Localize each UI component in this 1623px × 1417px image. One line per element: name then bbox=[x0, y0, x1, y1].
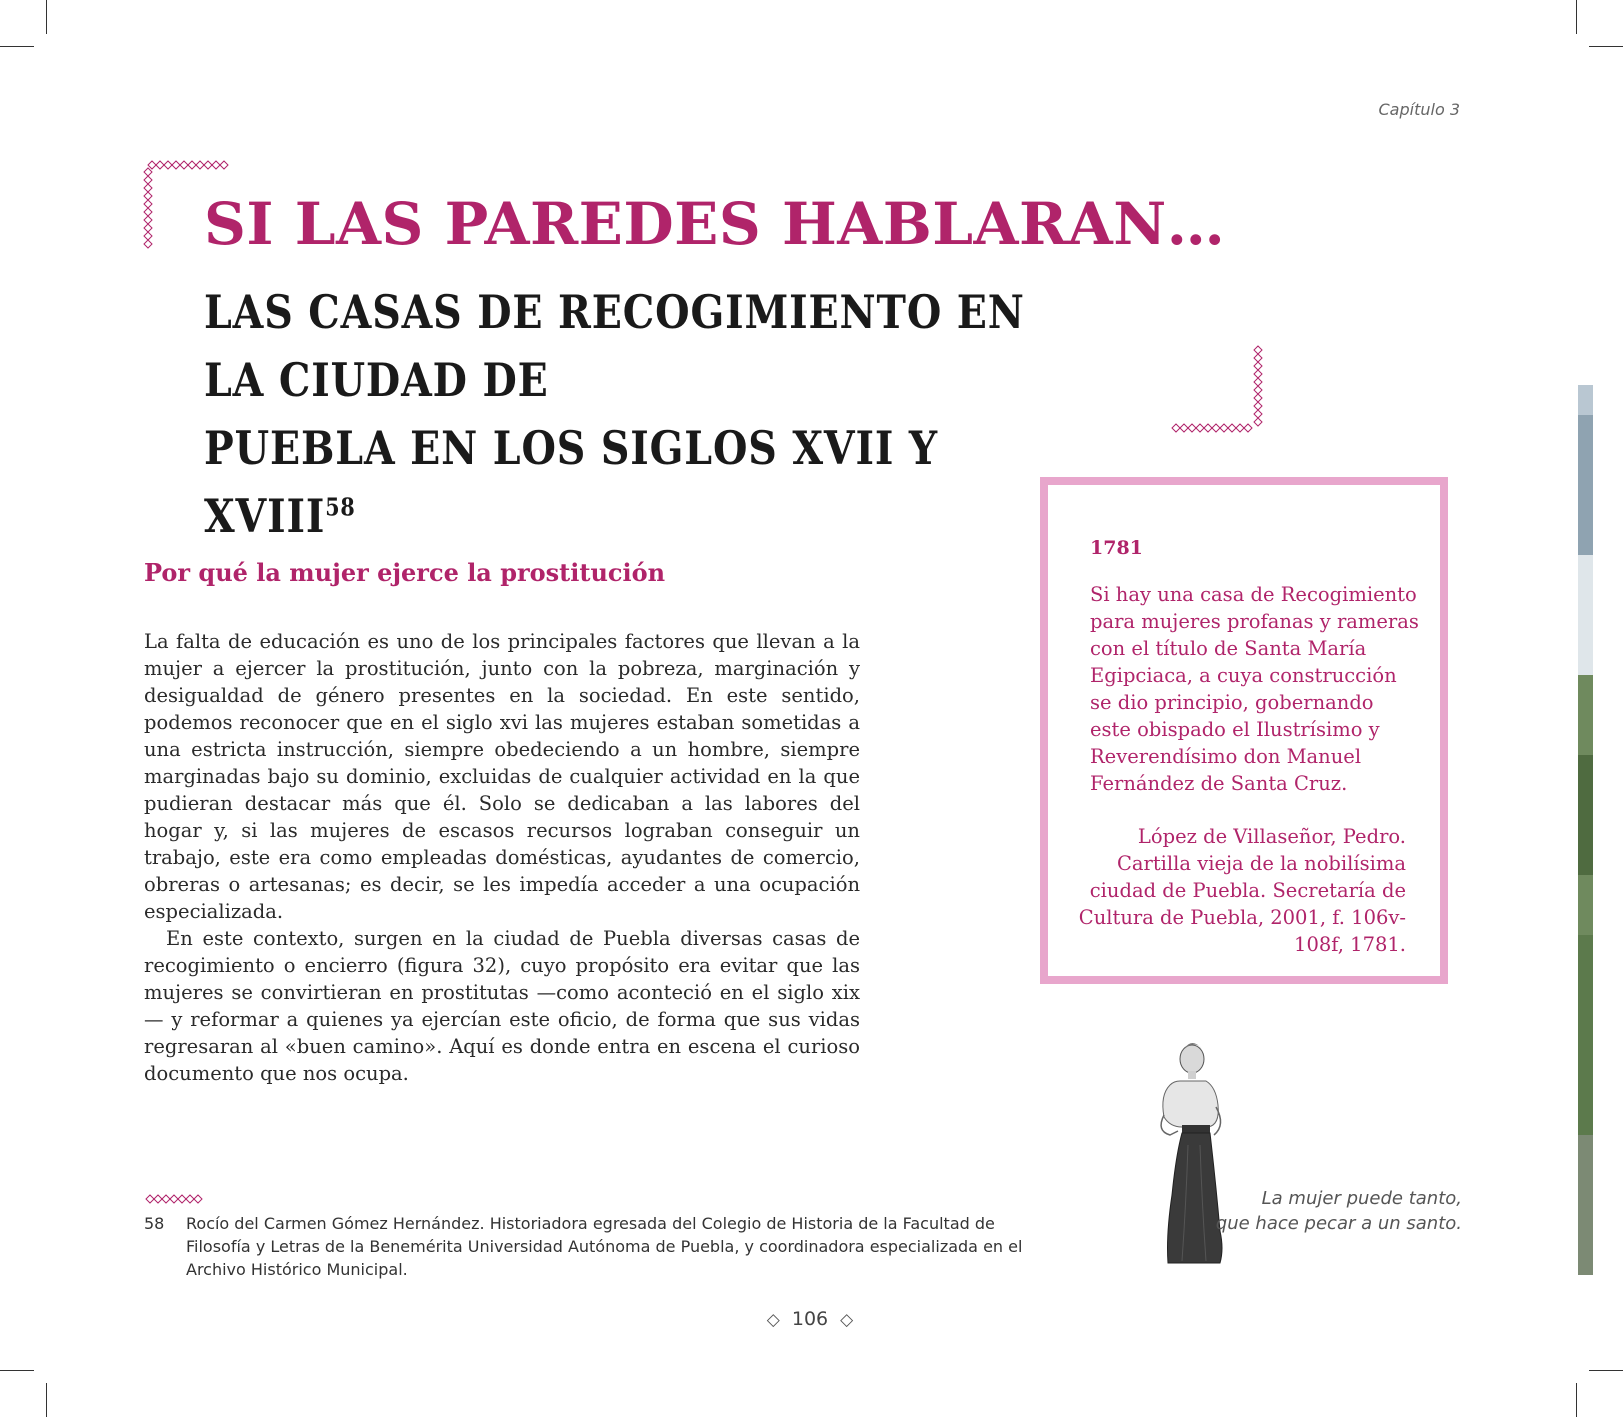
quote-text: Si hay una casa de Recogimiento para mujeres profanas y rameras con el título de Santa María Egipciaca, a cuya construcción se dio principio, gobernando este obispado el Ilustrísimo y Reverendísimo don Manuel Fernández de Santa Cruz. bbox=[1090, 583, 1419, 795]
quote-year: 1781 bbox=[1090, 537, 1143, 559]
page-number bbox=[740, 1308, 880, 1330]
diamond-border-top-left bbox=[146, 160, 236, 170]
page-title: SI LAS PAREDES HABLARAN… bbox=[204, 190, 1226, 258]
crop-mark bbox=[1576, 0, 1577, 34]
diamond-border-right bbox=[1253, 344, 1263, 428]
crop-mark bbox=[1589, 1370, 1623, 1371]
page-subtitle bbox=[204, 278, 1073, 550]
crop-mark bbox=[46, 0, 47, 34]
adjacent-page-photo bbox=[1578, 355, 1593, 1275]
crop-mark bbox=[46, 1383, 47, 1417]
diamond-border-left bbox=[143, 166, 153, 250]
crop-mark bbox=[0, 1370, 34, 1371]
paragraph: En este contexto, surgen en la ciudad de Puebla diversas casas de recogimiento o encierro (figura 32), cuyo propósito era evitar que las mujeres se convirtieran en prostitutas —como aconteció en el siglo xix— y reformar a quienes ya ejercían este oficio, de forma que sus vidas regresaran al «buen camino». Aquí es donde entra en escena el curioso documento que nos ocupa. bbox=[144, 927, 860, 1085]
diamond-border-bottom-right bbox=[1170, 423, 1260, 433]
footnote-divider-diamonds bbox=[144, 1194, 206, 1204]
footnote-number: 58 bbox=[144, 1214, 165, 1233]
crop-mark bbox=[1576, 1383, 1577, 1417]
subtitle-line-1: LAS CASAS DE RECOGIMIENTO EN LA CIUDAD DE bbox=[204, 285, 1025, 407]
footnote-reference: 58 bbox=[325, 492, 356, 522]
diamond-icon: ◇ bbox=[840, 1310, 854, 1330]
page-number-value: 106 bbox=[791, 1308, 829, 1330]
quote-source: López de Villaseñor, Pedro. Cartilla vieja de la nobilísima ciudad de Puebla. Secretaría de Cultura de Puebla, 2001, f. 106v-108f, 1781. bbox=[1078, 825, 1406, 956]
quote-box bbox=[1040, 477, 1448, 984]
woman-illustration bbox=[1130, 1035, 1250, 1275]
body-text bbox=[144, 628, 860, 1087]
subtitle-line-2: PUEBLA EN LOS SIGLOS XVII Y XVIII bbox=[204, 421, 938, 543]
chapter-label: Capítulo 3 bbox=[1378, 100, 1460, 119]
crop-mark bbox=[1589, 46, 1623, 47]
footnote-text: Rocío del Carmen Gómez Hernández. Historiadora egresada del Colegio de Historia de la Facultad de Filosofía y Letras de la Benemérita Universidad Autónoma de Puebla, y coordinadora especializada en el Archivo Histórico Municipal. bbox=[186, 1214, 1023, 1279]
diamond-icon: ◇ bbox=[766, 1310, 780, 1330]
section-heading: Por qué la mujer ejerce la prostitución bbox=[144, 558, 666, 587]
crop-mark bbox=[0, 46, 34, 47]
proverb-line-2: que hace pecar a un santo. bbox=[1215, 1213, 1462, 1234]
paragraph: La falta de educación es uno de los principales factores que llevan a la mujer a ejercer la prostitución, junto con la pobreza, marginación y desigualdad de género presentes en la sociedad. En este sentido, podemos reconocer que en el siglo xvi las mujeres estaban sometidas a una estricta instrucción, siempre obedeciendo a un hombre, siempre marginadas bajo su dominio, excluidas de cualquier actividad en la que pudieran destacar más que él. Solo se dedicaban a las labores del hogar y, si las mujeres de escasos recursos lograban conseguir un trabajo, este era como empleadas domésticas, ayudantes de comercio, obreras o artesanas; es decir, se les impedía acceder a una ocupación especializada. bbox=[144, 630, 860, 923]
proverb bbox=[1200, 1186, 1462, 1236]
proverb-line-1: La mujer puede tanto, bbox=[1261, 1188, 1462, 1209]
